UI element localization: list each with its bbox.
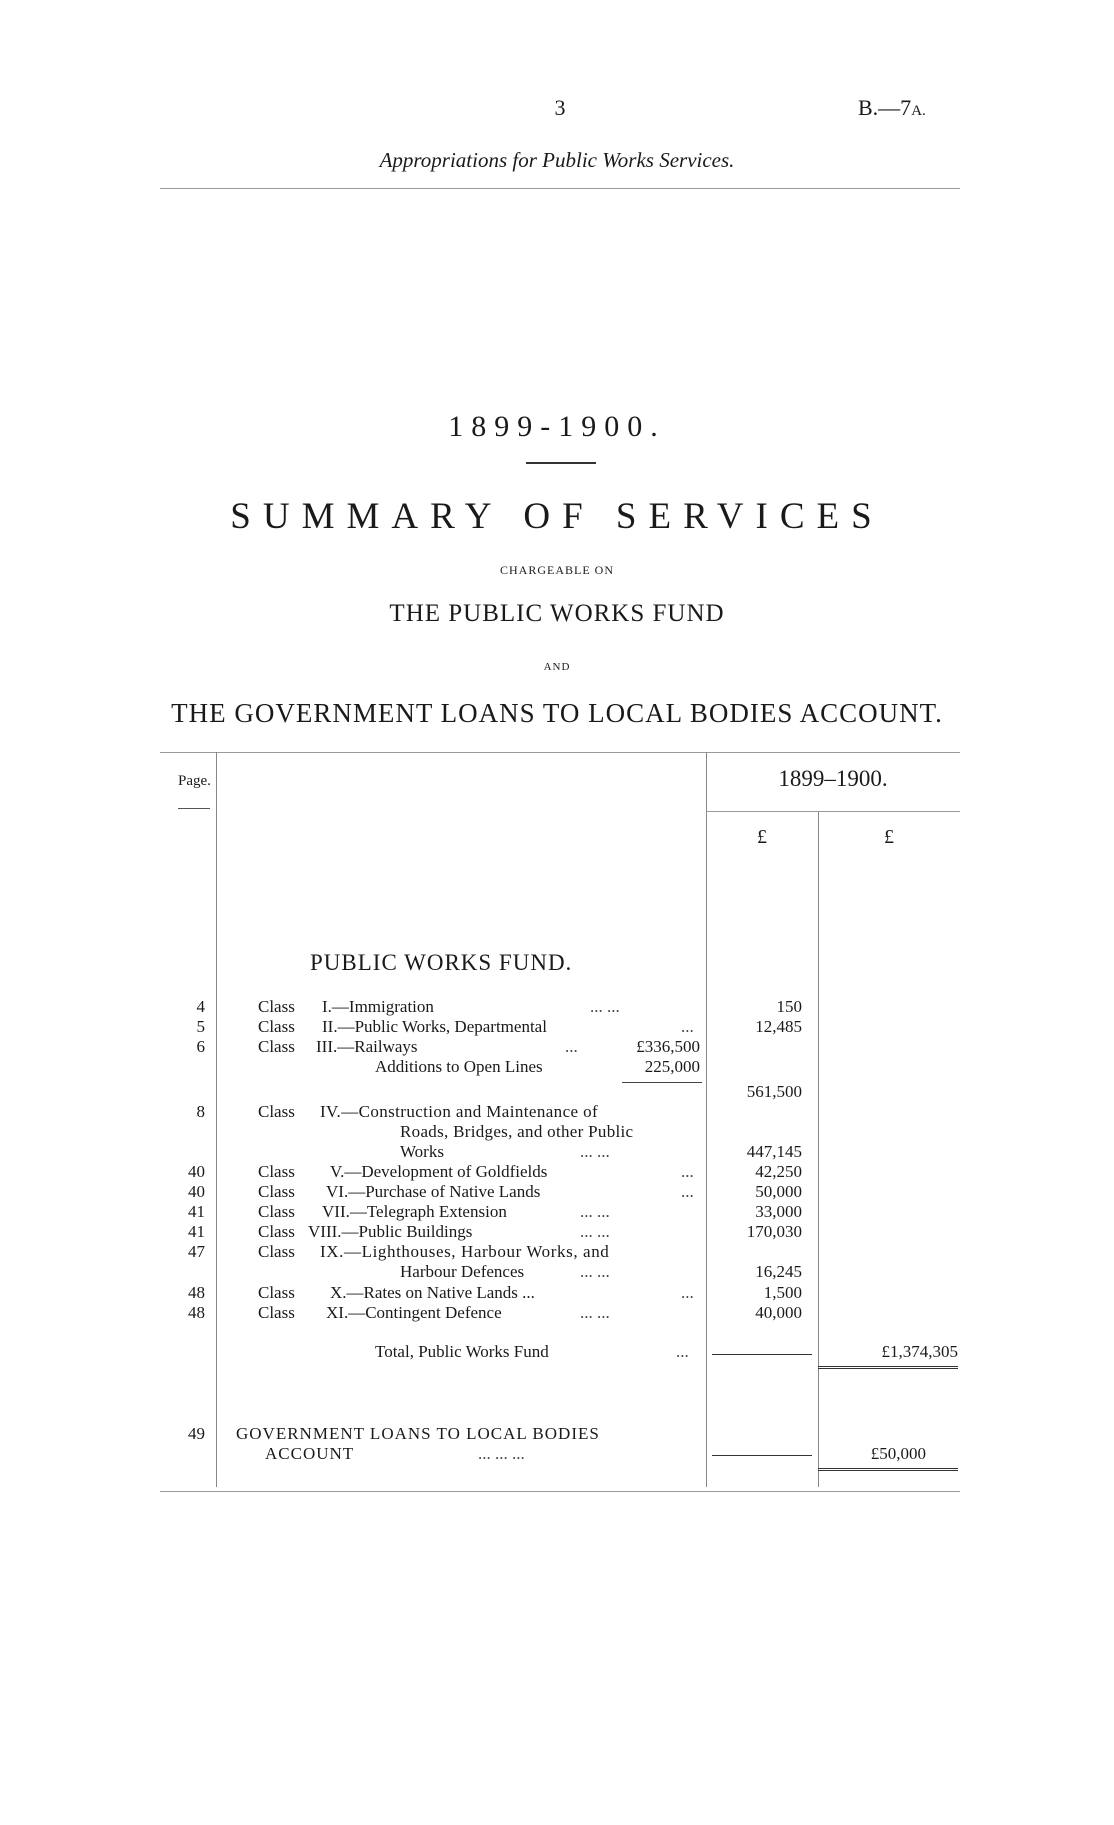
loans-dash-rule bbox=[712, 1455, 812, 1456]
row-amount: 50,000 bbox=[755, 1182, 802, 1201]
row-sub-amount: 225,000 bbox=[644, 1057, 700, 1076]
row-amount: 150 bbox=[776, 997, 802, 1016]
year-heading: 1899-1900. bbox=[448, 410, 666, 443]
loans-page: 49 bbox=[188, 1424, 205, 1443]
and-label: AND bbox=[543, 661, 571, 673]
row-description: Works bbox=[400, 1142, 444, 1161]
row-description: —Rates on Native Lands ... bbox=[346, 1283, 535, 1302]
row-class-number: IV. bbox=[320, 1102, 342, 1121]
row-page: 4 bbox=[196, 997, 205, 1016]
loans-label: GOVERNMENT LOANS TO LOCAL BODIES bbox=[236, 1424, 600, 1443]
row-amount: 561,500 bbox=[746, 1082, 802, 1101]
row-dots: ... bbox=[681, 1182, 694, 1201]
row-amount: 12,485 bbox=[755, 1017, 802, 1036]
row-class-number: I. bbox=[322, 997, 332, 1016]
row-class: Class bbox=[258, 1283, 295, 1302]
doc-ref-sub: A. bbox=[911, 103, 926, 119]
row-class: Class bbox=[258, 1102, 295, 1121]
running-title: Appropriations for Public Works Services. bbox=[379, 148, 735, 172]
row-description: —Development of Goldfields bbox=[344, 1162, 548, 1181]
row-page: 40 bbox=[188, 1162, 205, 1181]
section-title-public-works-fund: PUBLIC WORKS FUND. bbox=[310, 950, 573, 975]
doc-ref-main: B.—7 bbox=[858, 95, 912, 120]
header-rule bbox=[160, 188, 960, 189]
row-description: —Lighthouses, Harbour Works, and bbox=[344, 1242, 610, 1261]
loans-double-rule bbox=[818, 1468, 958, 1471]
row-description: —Construction and Maintenance of bbox=[341, 1102, 599, 1121]
row-class-number: IX. bbox=[320, 1242, 344, 1261]
row-description: —Immigration bbox=[331, 997, 434, 1016]
row-description: —Telegraph Extension bbox=[349, 1202, 507, 1221]
amount-column-divider bbox=[818, 812, 819, 1487]
document-reference bbox=[858, 95, 926, 121]
row-dots: ... ... bbox=[580, 1262, 610, 1281]
title-short-rule bbox=[526, 462, 596, 464]
row-class: Class bbox=[258, 997, 295, 1016]
row-dots: ... ... bbox=[580, 1222, 610, 1241]
row-class-number: V. bbox=[330, 1162, 345, 1181]
page-column-divider bbox=[216, 752, 217, 1487]
total-label: Total, Public Works Fund bbox=[375, 1342, 549, 1361]
description-column-divider bbox=[706, 752, 707, 1487]
row-description: —Public Works, Departmental bbox=[337, 1017, 547, 1036]
total-amount: £1,374,305 bbox=[881, 1342, 958, 1361]
row-description: —Contingent Defence bbox=[348, 1303, 502, 1322]
row-dots: ... bbox=[565, 1037, 578, 1056]
row-amount: 40,000 bbox=[755, 1303, 802, 1322]
row-description: Harbour Defences bbox=[400, 1262, 525, 1281]
currency-symbol-col1: £ bbox=[757, 826, 767, 848]
loans-label-continued: ACCOUNT bbox=[265, 1444, 355, 1463]
row-page: 41 bbox=[188, 1222, 205, 1241]
row-dots: ... bbox=[681, 1162, 694, 1181]
public-works-fund-heading: THE PUBLIC WORKS FUND bbox=[389, 600, 725, 627]
row-page: 47 bbox=[188, 1242, 205, 1261]
row-dots: ... ... bbox=[580, 1303, 610, 1322]
year-column-header: 1899–1900. bbox=[778, 766, 888, 791]
currency-symbol-col2: £ bbox=[884, 826, 894, 848]
loans-amount: £50,000 bbox=[870, 1444, 926, 1463]
row-page: 8 bbox=[196, 1102, 205, 1121]
row-class: Class bbox=[258, 1222, 295, 1241]
total-double-rule bbox=[818, 1366, 958, 1369]
row-class-number: X. bbox=[330, 1283, 347, 1302]
year-header-rule bbox=[706, 811, 960, 812]
row-page: 48 bbox=[188, 1303, 205, 1322]
row-dots: ... ... bbox=[580, 1202, 610, 1221]
row-class-number: II. bbox=[322, 1017, 338, 1036]
row-class: Class bbox=[258, 1162, 295, 1181]
total-dash-rule bbox=[712, 1354, 812, 1355]
row-description: —Railways bbox=[337, 1037, 418, 1056]
row-class-number: VI. bbox=[326, 1182, 349, 1201]
row-class: Class bbox=[258, 1182, 295, 1201]
row-amount: 1,500 bbox=[763, 1283, 802, 1302]
row-amount: 16,245 bbox=[755, 1262, 802, 1281]
chargeable-on-label: CHARGEABLE ON bbox=[500, 563, 614, 577]
row-class: Class bbox=[258, 1202, 295, 1221]
row-page: 6 bbox=[196, 1037, 205, 1056]
row-description: Roads, Bridges, and other Public bbox=[400, 1122, 634, 1141]
row-dots: ... bbox=[681, 1017, 694, 1036]
row-description: —Purchase of Native Lands bbox=[348, 1182, 541, 1201]
row-dots: ... ... bbox=[580, 1142, 610, 1161]
page-header-rule bbox=[178, 808, 210, 809]
page-column-header: Page. bbox=[178, 773, 211, 789]
summary-title: SUMMARY OF SERVICES bbox=[230, 496, 884, 537]
table-bottom-rule bbox=[160, 1491, 960, 1492]
row-dots: ... ... bbox=[590, 997, 620, 1016]
row-class: Class bbox=[258, 1303, 295, 1322]
row-class: Class bbox=[258, 1017, 295, 1036]
row-amount: 33,000 bbox=[755, 1202, 802, 1221]
row-amount: 42,250 bbox=[755, 1162, 802, 1181]
loans-dots: ... ... ... bbox=[478, 1444, 525, 1463]
loans-account-heading: THE GOVERNMENT LOANS TO LOCAL BODIES ACCOUNT. bbox=[171, 698, 943, 728]
row-class-number: VIII. bbox=[308, 1222, 342, 1241]
total-dots: ... bbox=[676, 1342, 689, 1361]
row-page: 5 bbox=[196, 1017, 205, 1036]
row-amount: 447,145 bbox=[746, 1142, 802, 1161]
row-description: Additions to Open Lines bbox=[375, 1057, 543, 1076]
row-page: 40 bbox=[188, 1182, 205, 1201]
page-number: 3 bbox=[554, 95, 566, 120]
row-class-number: XI. bbox=[326, 1303, 349, 1322]
table-top-rule bbox=[160, 752, 960, 753]
row-sub-amount: £336,500 bbox=[636, 1037, 700, 1056]
row-class-number: VII. bbox=[322, 1202, 350, 1221]
row-page: 48 bbox=[188, 1283, 205, 1302]
row-description: —Public Buildings bbox=[341, 1222, 473, 1241]
row-class: Class bbox=[258, 1242, 295, 1261]
subtotal-rule bbox=[622, 1082, 702, 1083]
row-class: Class bbox=[258, 1037, 295, 1056]
row-class-number: III. bbox=[316, 1037, 338, 1056]
row-dots: ... bbox=[681, 1283, 694, 1302]
row-page: 41 bbox=[188, 1202, 205, 1221]
row-amount: 170,030 bbox=[746, 1222, 802, 1241]
